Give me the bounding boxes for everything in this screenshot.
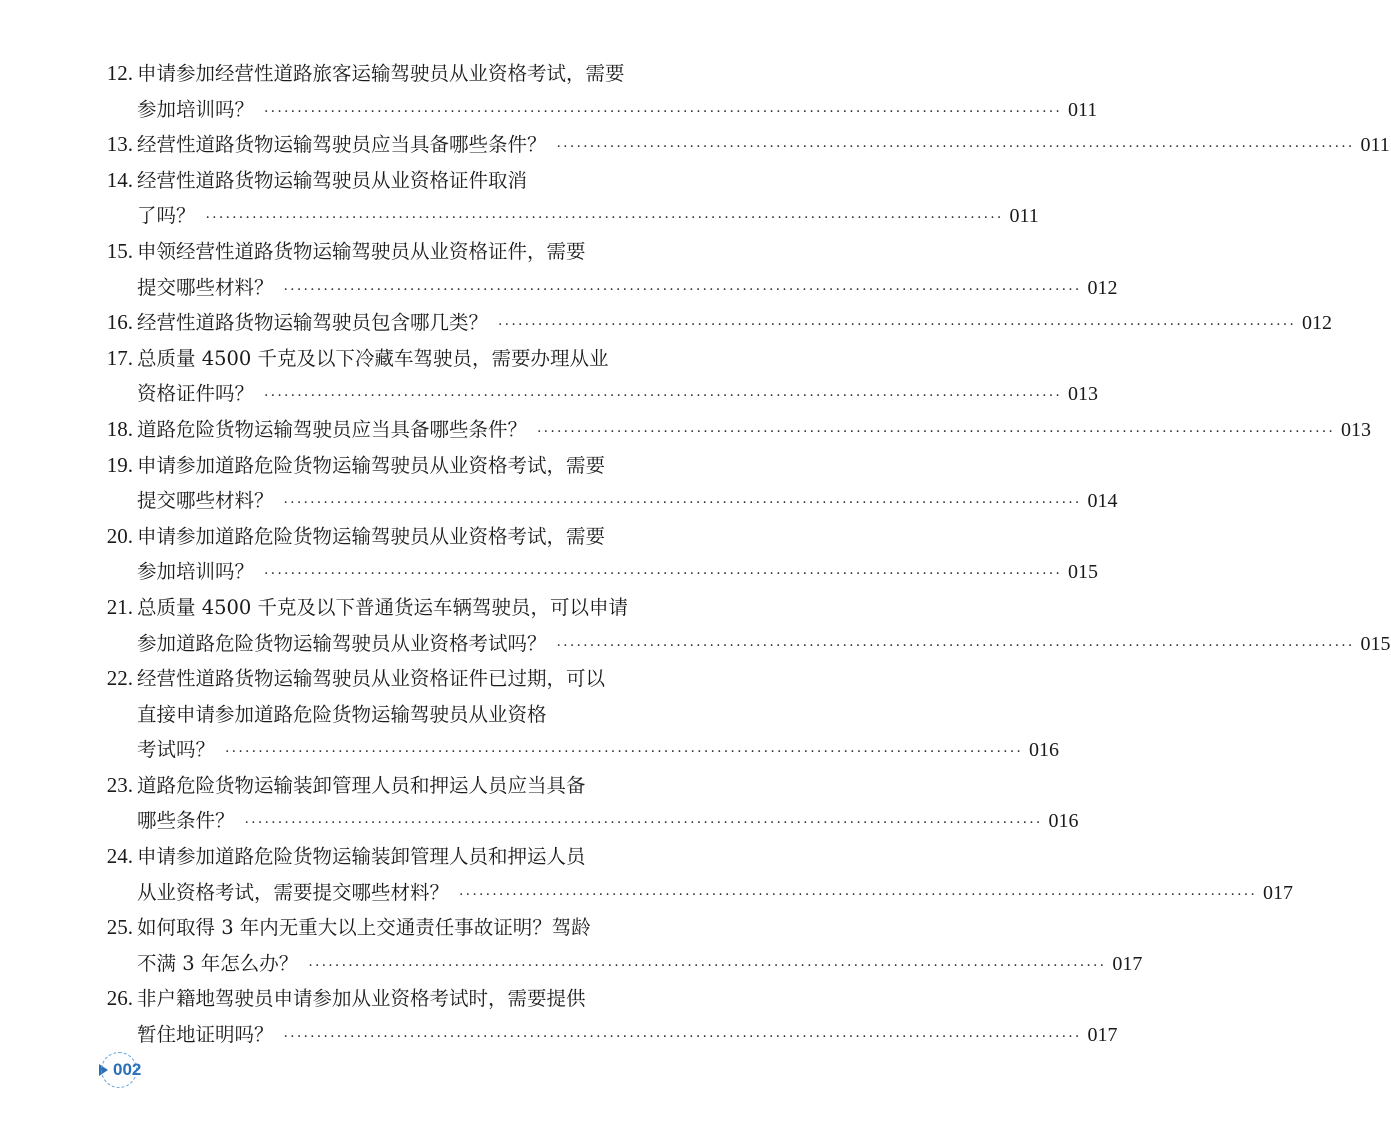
toc-entry-page: 013 (1068, 383, 1099, 406)
toc-entry[interactable] (95, 661, 1060, 768)
toc-entry-title: 申领经营性道路货物运输驾驶员从业资格证件，需要 (137, 239, 586, 263)
toc-entry-title: 经营性道路货物运输驾驶员应当具备哪些条件？ (137, 133, 547, 157)
dot-leader: ························································································································ (264, 566, 1063, 583)
toc-entry-number: 14. (106, 167, 133, 192)
dot-leader: ························································································································ (556, 637, 1355, 654)
toc-entry[interactable] (95, 56, 1098, 127)
toc-entry-line (95, 803, 1079, 839)
toc-entry[interactable] (95, 234, 1118, 305)
dot-leader: ························································································································ (283, 495, 1082, 512)
toc-entry[interactable] (95, 839, 1294, 910)
toc-entry[interactable] (95, 341, 1099, 412)
toc-entry-title: 道路危险货物运输驾驶员应当具备哪些条件？ (137, 417, 528, 441)
toc-entry[interactable] (95, 412, 1372, 448)
toc-entry-number: 22. (106, 666, 133, 691)
toc-entry-title: 总质量 4500 千克及以下普通货运车辆驾驶员，可以申请 (137, 595, 629, 619)
toc-entry[interactable] (95, 590, 1391, 661)
toc-entry-page: 016 (1048, 810, 1079, 833)
toc-entry-number: 12. (106, 61, 133, 85)
toc-entry-page: 017 (1263, 881, 1294, 904)
toc-entry-line (95, 341, 721, 377)
toc-entry-title: 提交哪些材料？ (137, 489, 274, 513)
dot-leader: ························································································································ (205, 210, 1004, 227)
toc-entry[interactable] (95, 448, 1118, 519)
toc-entry-title: 从业资格考试，需要提交哪些材料？ (137, 880, 450, 904)
toc-entry-title: 参加道路危险货物运输驾驶员从业资格考试吗？ (137, 631, 547, 655)
dot-leader: ························································································································ (264, 388, 1063, 405)
toc-entry-title: 资格证件吗？ (137, 382, 255, 406)
toc-entry-page: 015 (1360, 632, 1391, 655)
toc-entry-line (95, 910, 721, 946)
toc-entry-page: 012 (1087, 276, 1118, 299)
toc-entry-page: 016 (1029, 739, 1060, 762)
toc-entry-title: 提交哪些材料？ (137, 275, 274, 299)
toc-entry-line (95, 554, 1099, 590)
page-number: 002 (113, 1060, 142, 1079)
dot-leader: ························································································································ (264, 103, 1063, 120)
toc-entry-line (95, 92, 1098, 128)
toc-entry-line (95, 198, 1039, 234)
toc-entry-title: 非户籍地驾驶员申请参加从业资格考试时，需要提供 (137, 987, 586, 1011)
dot-leader: ························································································································ (283, 1029, 1082, 1046)
toc-entry-number: 17. (106, 345, 133, 370)
toc-entry-title: 道路危险货物运输装卸管理人员和押运人员应当具备 (137, 773, 586, 797)
toc-entry-page: 011 (1068, 98, 1098, 121)
dot-leader: ························································································································ (308, 957, 1107, 974)
toc-entry-title: 经营性道路货物运输驾驶员包含哪几类？ (137, 311, 489, 335)
toc-entry-title: 不满 3 年怎么办？ (137, 951, 299, 975)
toc-entry-number: 21. (106, 594, 133, 619)
toc-entry-line (95, 768, 721, 804)
toc-entry-line (95, 127, 1390, 163)
toc-entry-line (95, 732, 1060, 768)
toc-entry-line (95, 946, 1143, 982)
toc-entry[interactable] (95, 910, 1143, 981)
toc-entry-title: 直接申请参加道路危险货物运输驾驶员从业资格 (137, 702, 547, 726)
dot-leader: ························································································································ (225, 744, 1024, 761)
toc-entry-line (95, 163, 721, 199)
toc-entry-number: 23. (106, 772, 133, 797)
toc-entry-title: 参加培训吗？ (137, 97, 255, 121)
toc-entry-page: 015 (1068, 561, 1099, 584)
toc-entry-page: 017 (1087, 1024, 1118, 1047)
toc-entry-title: 总质量 4500 千克及以下冷藏车驾驶员，需要办理从业 (137, 346, 609, 370)
toc-entry-line (95, 1017, 1118, 1053)
toc-entry-line (95, 56, 721, 92)
toc-entry[interactable] (95, 768, 1079, 839)
toc-entry-title: 如何取得 3 年内无重大以上交通责任事故证明？驾龄 (137, 916, 591, 940)
toc-entry-page: 012 (1302, 312, 1333, 335)
toc-entry-line (95, 875, 1294, 911)
table-of-contents (95, 56, 1391, 1053)
toc-entry-line (95, 376, 1099, 412)
toc-entry-title: 申请参加道路危险货物运输驾驶员从业资格考试，需要 (137, 453, 606, 477)
toc-entry-line (95, 305, 1333, 341)
toc-entry-number: 20. (106, 523, 133, 548)
toc-entry-line (95, 981, 721, 1017)
toc-entry-title: 申请参加经营性道路旅客运输驾驶员从业资格考试，需要 (137, 62, 625, 85)
toc-entry-title: 考试吗？ (137, 738, 216, 762)
toc-entry-line (95, 483, 1118, 519)
toc-entry-line (95, 661, 721, 697)
toc-entry-line (95, 839, 721, 875)
toc-entry[interactable] (95, 981, 1118, 1052)
toc-entry-page: 011 (1009, 205, 1039, 228)
toc-entry-page: 017 (1112, 952, 1143, 975)
dot-leader: ························································································································ (556, 139, 1355, 156)
toc-entry[interactable] (95, 519, 1099, 590)
toc-entry[interactable] (95, 127, 1390, 163)
toc-entry-line (95, 270, 1118, 306)
toc-entry-number: 16. (106, 310, 133, 335)
toc-entry[interactable] (95, 163, 1039, 234)
toc-entry-title: 哪些条件？ (137, 809, 235, 833)
toc-entry-title: 暂住地证明吗？ (137, 1023, 274, 1047)
toc-entry-line (95, 626, 1391, 662)
toc-entry-page: 013 (1341, 418, 1372, 441)
toc-entry-number: 25. (106, 915, 133, 940)
toc-entry-title: 申请参加道路危险货物运输装卸管理人员和押运人员 (137, 845, 586, 869)
toc-entry-number: 15. (106, 238, 133, 263)
toc-entry[interactable] (95, 305, 1333, 341)
toc-entry-line (95, 412, 1372, 448)
toc-entry-number: 13. (106, 132, 133, 157)
toc-entry-number: 19. (106, 452, 133, 477)
page-footer (99, 1055, 179, 1085)
toc-entry-page: 014 (1087, 490, 1118, 513)
toc-entry-title: 经营性道路货物运输驾驶员从业资格证件已过期，可以 (137, 667, 606, 691)
toc-entry-line (95, 234, 721, 270)
dot-leader: ························································································································ (283, 281, 1082, 298)
toc-entry-line (95, 448, 721, 484)
toc-entry-title: 经营性道路货物运输驾驶员从业资格证件取消 (137, 168, 528, 192)
dot-leader: ························································································································ (459, 886, 1258, 903)
dot-leader: ························································································································ (498, 317, 1297, 334)
toc-entry-line (95, 590, 721, 626)
dot-leader: ························································································································ (244, 815, 1043, 832)
toc-entry-line (95, 519, 721, 555)
toc-entry-page: 011 (1360, 134, 1390, 157)
toc-entry-number: 18. (106, 416, 133, 441)
dot-leader: ························································································································ (537, 423, 1336, 440)
toc-entry-title: 申请参加道路危险货物运输驾驶员从业资格考试，需要 (137, 524, 606, 548)
toc-entry-line (95, 697, 721, 733)
toc-entry-title: 了吗？ (137, 204, 196, 228)
toc-entry-title: 参加培训吗？ (137, 560, 255, 584)
toc-entry-number: 24. (106, 844, 133, 869)
toc-entry-number: 26. (106, 986, 133, 1011)
